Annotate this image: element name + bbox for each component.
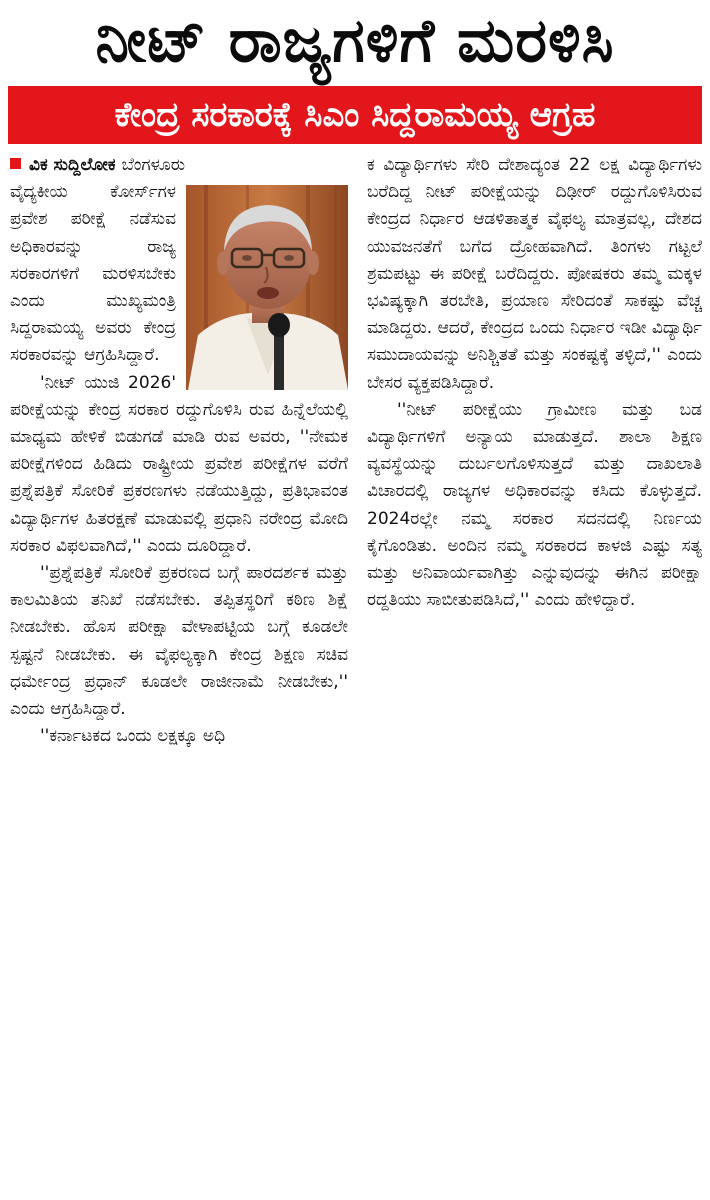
left-column bbox=[10, 152, 348, 750]
byline bbox=[10, 152, 348, 179]
article-paragraph: ಕ ವಿದ್ಯಾರ್ಥಿಗಳು ಸೇರಿ ದೇಶಾದ್ಯಂತ 22 ಲಕ್ಷ ವಿದ್ಯಾರ್ಥಿಗಳು ಬರೆದಿದ್ದ ನೀಟ್ ಪರೀಕ್ಷೆಯನ್ನು ದಿಢೀರ್ ರದ್ದುಗೊಳಿಸಿರುವ ಕೇಂದ್ರದ ನಿರ್ಧಾರ ಆಡಳಿತಾತ್ಮಕ ವೈಫಲ್ಯ ಮಾತ್ರವಲ್ಲ, ದೇಶದ ಯುವಜನತೆಗೆ ಬಗೆದ ದ್ರೋಹವಾಗಿದೆ. ತಿಂಗಳು ಗಟ್ಟಲೆ ಶ್ರಮಪಟ್ಟು ಈ ಪರೀಕ್ಷೆ ಬರೆದಿದ್ದರು. ಪೋಷಕರು ತಮ್ಮ ಮಕ್ಕಳ ಭವಿಷ್ಯಕ್ಕಾಗಿ ತರಬೇತಿ, ಪ್ರಯಾಣ ಸೇರಿದಂತೆ ಸಾಕಷ್ಟು ವೆಚ್ಚ ಮಾಡಿದ್ದರು. ಆದರೆ, ಕೇಂದ್ರದ ಒಂದು ನಿರ್ಧಾರ ಇಡೀ ವಿದ್ಯಾರ್ಥಿ ಸಮುದಾಯವನ್ನು ಅನಿಶ್ಚಿತತೆ ಮತ್ತು ಸಂಕಷ್ಟಕ್ಕೆ ತಳ್ಳಿದೆ,'' ಎಂದು ಬೇಸರ ವ್ಯಕ್ತಪಡಿಸಿದ್ದಾರೆ. bbox=[367, 155, 702, 393]
headline: ನೀಟ್ ರಾಜ್ಯಗಳಿಗೆ ಮರಳಿಸಿ bbox=[95, 6, 615, 76]
byline-city: ಬೆಂಗಳೂರು bbox=[121, 155, 186, 175]
article-paragraph: ''ಕರ್ನಾಟಕದ ಒಂದು ಲಕ್ಷಕ್ಕೂ ಅಧಿ bbox=[40, 726, 226, 747]
portrait-photo bbox=[186, 185, 348, 390]
article-paragraph: ವೈದ್ಯಕೀಯ ಕೋರ್ಸ್‌ಗಳ ಪ್ರವೇಶ ಪರೀಕ್ಷೆ ನಡೆಸುವ ಅಧಿಕಾರವನ್ನು ರಾಜ್ಯ ಸರಕಾರಗಳಿಗೆ ಮರಳಿಸಬೇಕು ಎಂದು ಮುಖ್ಯಮಂತ್ರಿ ಸಿದ್ದರಾಮಯ್ಯ ಅವರು ಕೇಂದ್ರ ಸರಕಾರವನ್ನು ಆಗ್ರಹಿಸಿದ್ದಾರೆ. bbox=[10, 179, 348, 369]
article-paragraph: ''ನೀಟ್ ಪರೀಕ್ಷೆಯು ಗ್ರಾಮೀಣ ಮತ್ತು ಬಡ ವಿದ್ಯಾರ್ಥಿಗಳಿಗೆ ಅನ್ಯಾಯ ಮಾಡುತ್ತದೆ. ಶಾಲಾ ಶಿಕ್ಷಣ ವ್ಯವಸ್ಥೆಯನ್ನು ದುರ್ಬಲಗೊಳಿಸುತ್ತದೆ ಮತ್ತು ದಾಖಲಾತಿ ವಿಚಾರದಲ್ಲಿ ರಾಜ್ಯಗಳ ಅಧಿಕಾರವನ್ನು ಕಸಿದು ಕೊಳ್ಳುತ್ತದೆ. 2024ರಲ್ಲೇ ನಮ್ಮ ಸರಕಾರ ಸದನದಲ್ಲಿ ನಿರ್ಣಯ ಕೈಗೊಂಡಿತು. ಅಂದಿನ ನಮ್ಮ ಸರಕಾರದ ಕಾಳಜಿ ಎಷ್ಟು ಸತ್ಯ ಮತ್ತು ಅನಿವಾರ್ಯವಾಗಿತ್ತು ಎನ್ನುವುದನ್ನು ಈಗಿನ ಪರೀಕ್ಷಾ ರದ್ದತಿಯು ಸಾಬೀತುಪಡಿಸಿದೆ,'' ಎಂದು ಹೇಳಿದ್ದಾರೆ. bbox=[367, 399, 702, 611]
subheadline-banner: ಕೇಂದ್ರ ಸರಕಾರಕ್ಕೆ ಸಿಎಂ ಸಿದ್ದರಾಮಯ್ಯ ಆಗ್ರಹ bbox=[8, 86, 702, 144]
article-paragraph: 'ನೀಟ್ ಯುಜಿ 2026' ಪರೀಕ್ಷೆಯನ್ನು ಕೇಂದ್ರ ಸರಕಾರ ರದ್ದುಗೊಳಿಸಿ ರುವ ಹಿನ್ನೆಲೆಯಲ್ಲಿ ಮಾಧ್ಯಮ ಹೇಳಿಕೆ ಬಿಡುಗಡೆ ಮಾಡಿ ರುವ ಅವರು, ''ನೇಮಕ ಪರೀಕ್ಷೆಗಳಿಂದ ಹಿಡಿದು ರಾಷ್ಟ್ರೀಯ ಪ್ರವೇಶ ಪರೀಕ್ಷೆಗಳ ವರೆಗೆ ಪ್ರಶ್ನೆಪತ್ರಿಕೆ ಸೋರಿಕೆ ಪ್ರಕರಣಗಳು ನಡೆಯುತ್ತಿದ್ದು, ಪ್ರತಿಭಾವಂತ ವಿದ್ಯಾರ್ಥಿಗಳ ಹಿತರಕ್ಷಣೆ ಮಾಡುವಲ್ಲಿ ಪ್ರಧಾನಿ ನರೇಂದ್ರ ಮೋದಿ ಸರಕಾರ ವಿಫಲವಾಗಿದೆ,'' ಎಂದು ದೂರಿದ್ದಾರೆ. bbox=[10, 372, 348, 556]
portrait-photo-icon bbox=[186, 185, 348, 390]
byline-bullet-icon bbox=[10, 158, 21, 169]
byline-source: ವಿಕ ಸುದ್ದಿಲೋಕ bbox=[29, 155, 116, 175]
right-column bbox=[367, 152, 702, 614]
article-paragraph: ''ಪ್ರಶ್ನೆಪತ್ರಿಕೆ ಸೋರಿಕೆ ಪ್ರಕರಣದ ಬಗ್ಗೆ ಪಾರದರ್ಶಕ ಮತ್ತು ಕಾಲಮಿತಿಯ ತನಿಖೆ ನಡೆಸಬೇಕು. ತಪ್ಪಿತಸ್ಥರಿಗೆ ಕಠಿಣ ಶಿಕ್ಷೆ ನೀಡಬೇಕು. ಹೊಸ ಪರೀಕ್ಷಾ ವೇಳಾಪಟ್ಟಿಯ ಬಗ್ಗೆ ಕೂಡಲೇ ಸ್ಪಷ್ಟನೆ ನೀಡಬೇಕು. ಈ ವೈಫಲ್ಯಕ್ಕಾಗಿ ಕೇಂದ್ರ ಶಿಕ್ಷಣ ಸಚಿವ ಧರ್ಮೇಂದ್ರ ಪ್ರಧಾನ್ ಕೂಡಲೇ ರಾಜೀನಾಮೆ ನೀಡಬೇಕು,'' ಎಂದು ಆಗ್ರಹಿಸಿದ್ದಾರೆ. bbox=[10, 563, 348, 720]
